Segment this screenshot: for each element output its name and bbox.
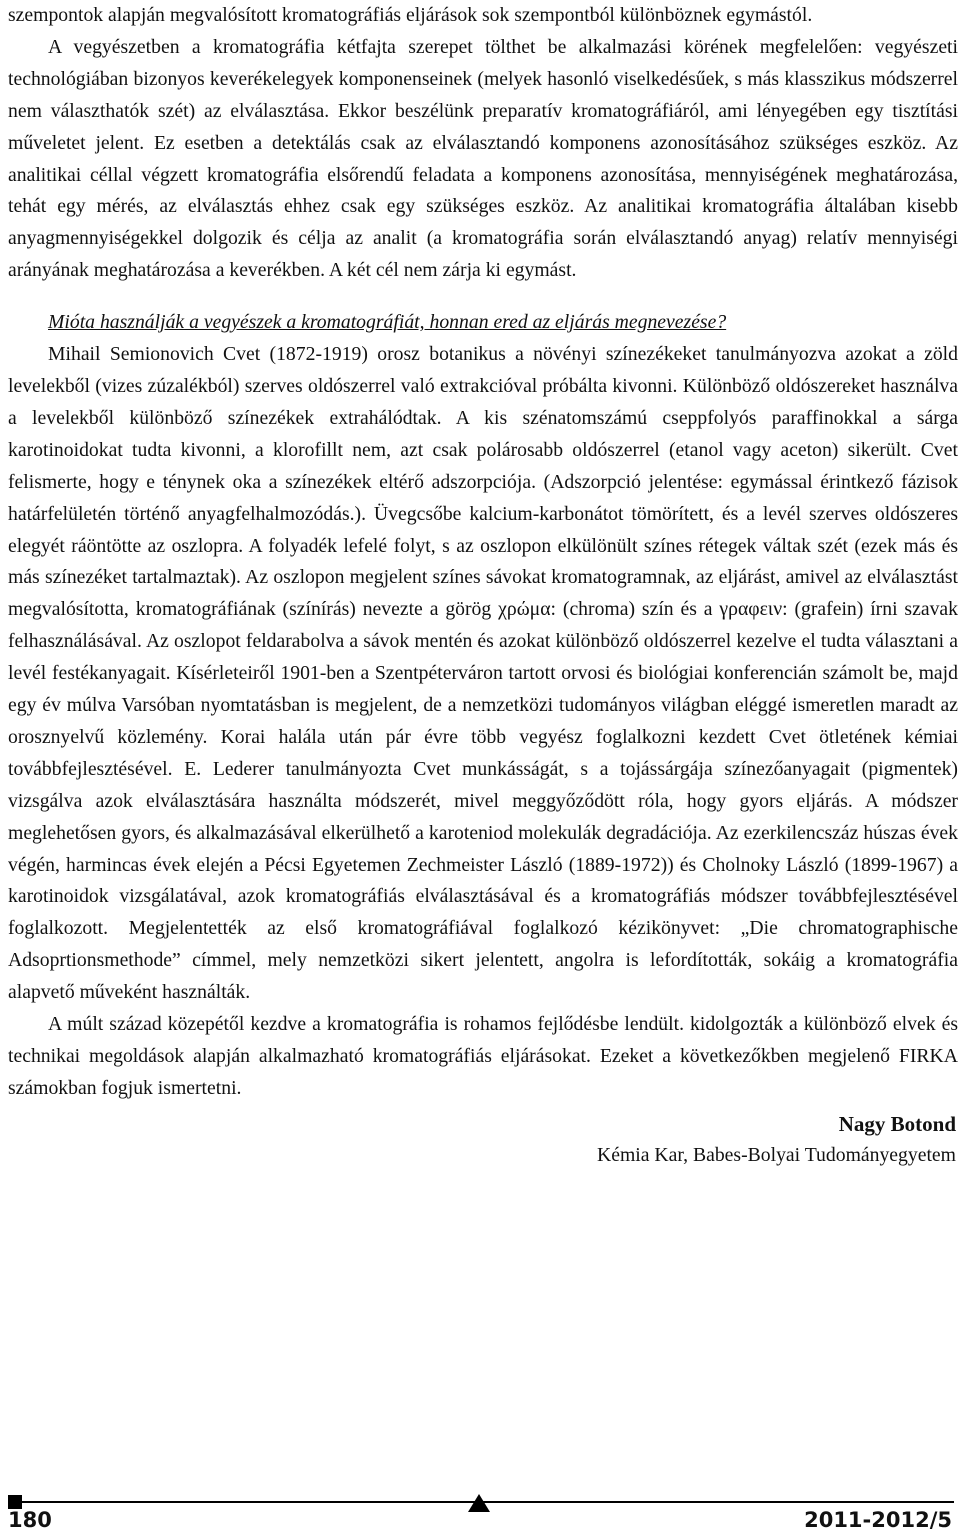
- square-icon: [8, 1495, 22, 1509]
- issue-label: 2011-2012/5: [804, 1508, 952, 1532]
- article-page: [8, 0, 958, 1171]
- section-question: Mióta használják a vegyészek a kromatográfiát, honnan ered az eljárás megnevezése?: [48, 311, 727, 334]
- paragraph-analytical-vs-preparative: A vegyészetben a kromatográfia kétfajta szerepet tölthet be alkalmazási körének megfelelően: vegyészeti technológiában bizonyos keverékelegyek komponenseinek (melyek hasonló viselkedésűek, s más klasszikus módszerrel nem választhatók szét) az elválasztása. Ekkor beszélünk preparatív kromatográfiáról, ami lényegében egy tisztítási műveletet jelent. Ez esetben a detektálás csak az elválasztandó komponens azonosításához szükséges eszköz. Az analitikai céllal végzett kromatográfia elsőrendű feladata a komponens azonosítása, mennyiségének meghatározása, tehát egy mérés, az elválasztás ehhez csak egy szükséges eszköz. Az analitikai kromatográfia általában kisebb anyagmennyiségekkel dolgozik és célja az analit (a kromatográfia során elválasztandó anyag) relatív mennyiségi arányának meghatározása a keverékben. A két cél nem zárja ki egymást.: [8, 35, 958, 282]
- spacer: [8, 287, 958, 307]
- author-affiliation: Kémia Kar, Babes-Bolyai Tudományegyetem: [597, 1143, 956, 1166]
- author-name: Nagy Botond: [838, 1111, 956, 1136]
- paragraph-history: Mihail Semionovich Cvet (1872-1919) orosz botanikus a növényi színezékeket tanulmányozva azokat a zöld levelekből (vizes zúzalékból) szerves oldószerrel való extrakcióval próbálta kivonni. Különböző oldószereket használva a levelekből különböző színezékek extrahálódtak. A kis szénatomszámú cseppfolyós paraffinokkal a sárga karotinoidokat tudta kivonni, a klorofillt nem, azt csak polárosabb oldószerrel (etanol vagy aceton) sikerült. Cvet felismerte, hogy e ténynek oka a színezékek eltérő adszorpciója. (Adszorpció jelentése: egymással érintkező fázisok határfelületén történő anyagfelhalmozódás.). Üvegcsőbe kalcium-karbonátot tömörített, és a levél szerves oldószeres elegyét ráöntötte az oszlopra. A folyadék lefelé folyt, s az oszlopon elkülönült színes rétegek váltak szét (ezek más és más színezéket tartalmaztak). Az oszlopon megjelent színes sávokat kromatogramnak, az eljárást, amivel az elválasztást megvalósította, kromatográfiának (színírás) nevezte a görög χρώμα: (chroma) szín és a γραφειν: (grafein) írni szavak felhasználásával. Az oszlopot feldarabolva a sávok mentén és azokat különböző oldószerrel kezelve el tudta választani a levél festékanyagait. Kísérleteiről 1901-ben a Szentpéterváron tartott orvosi és biológiai konferencián számolt be, majd egy év múlva Varsóban nyomtatásban is megjelent, de a nemzetközi tudományos világban eléggé ismeretlen maradt az orosznyelvű közlemény. Korai halála után pár évre több vegyész foglalkozni kezdett Cvet ötletének kémiai továbbfejlesztésével. E. Lederer tanulmányozta Cvet munkásságát, s a tojássárgája színezőanyagait (pigmentek) vizsgálva azok elválasztására használta módszerét, mivel meggyőződött róla, hogy gyors eljárás. A módszer meglehetősen gyors, és alkalmazásával elkerülhető a karoteniod molekulák degradációja. Az ezerkilencszáz húszas évek végén, harmincas évek elején a Pécsi Egyetemen Zechmeister László (1889-1972)) és Cholnoky László (1899-1967) a karotinoidok vizsgálatával, azok kromatográfiás elválasztásával és a kromatográfiás módszer továbbfejlesztésével foglalkozott. Megjelentették az első kromatográfiával foglalkozó kézikönyvet: „Die chromatographische Adsoprtionsmethode” címmel, mely nemzetközi sikert jelentett, angolra is lefordították, sokáig a kromatográfia alapvető műveként használták.: [8, 343, 958, 1004]
- page-footer: [0, 1494, 960, 1534]
- page-number: 180: [8, 1508, 52, 1532]
- triangle-icon: [468, 1494, 490, 1512]
- intro-text: szempontok alapján megvalósított kromatográfiás eljárások sok szempontból különböznek egymástól.: [8, 4, 813, 26]
- article-body: [8, 0, 958, 1105]
- paragraph-outlook: A múlt század közepétől kezdve a kromatográfia is rohamos fejlődésbe lendült. kidolgozták a különböző elvek és technikai megoldások alapján alkalmazható kromatográfiás eljárásokat. Ezeket a következőkben megjelenő FIRKA számokban fogjuk ismertetni.: [8, 1013, 958, 1099]
